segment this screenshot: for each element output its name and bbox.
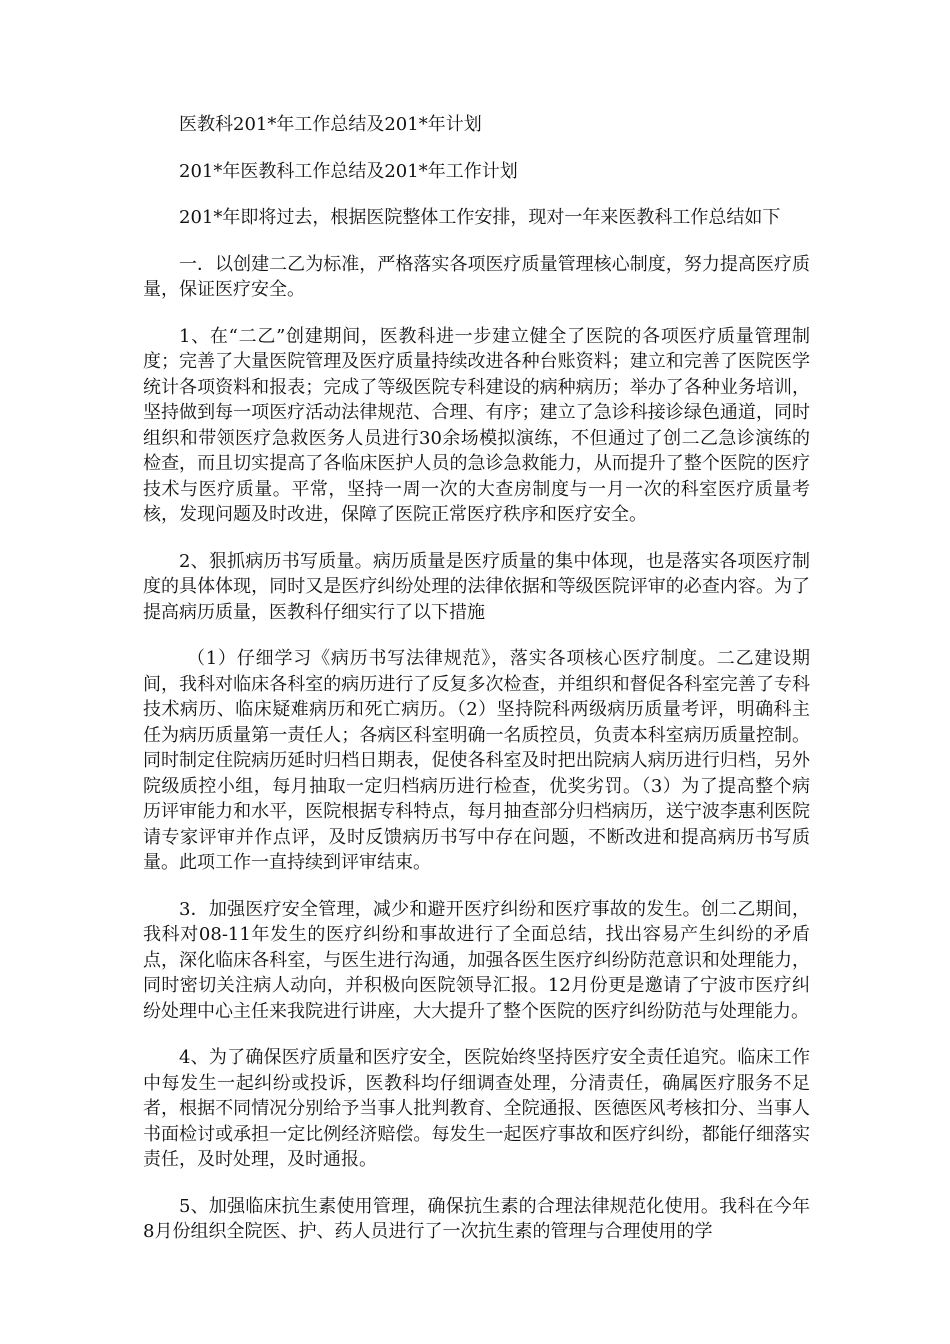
item-2-measures-paragraph: （1）仔细学习《病历书写法律规范》，落实各项核心医疗制度。二乙建设期间，我科对临床各科室的病历进行了反复多次检查，并组织和督促各科室完善了专科技术病历、临床疑难病历和死亡病历。（2）坚持院科两级病历质量考评，明确科主任为病历质量第一责任人；各病区科室明确一名质控员，负责本科室病历质量控制。同时制定住院病历延时归档日期表，促使各科室及时把出院病人病历进行归档，另外院级质控小组，每月抽取一定归档病历进行检查，优奖劣罚。（3）为了提高整个病历评审能力和水平，医院根据专科特点，每月抽查部分归档病历，送宁波李惠利医院请专家评审并作点评，及时反馈病历书写中存在问题，不断改进和提高病历书写质量。此项工作一直持续到评审结束。 <box>143 648 810 873</box>
document-title: 医教科201*年工作总结及201*年计划 <box>179 114 482 135</box>
section-1-heading: 一．以创建二乙为标准，严格落实各项医疗质量管理核心制度，努力提高医疗质量，保证医疗安全。 <box>143 253 810 300</box>
document-subtitle: 201*年医教科工作总结及201*年工作计划 <box>179 160 518 182</box>
item-1-paragraph: 1、在“二乙”创建期间，医教科进一步建立健全了医院的各项医疗质量管理制度；完善了大量医院管理及医疗质量持续改进各种台账资料；建立和完善了医院医学统计各项资料和报表；完成了等级医院专科建设的病种病历；举办了各种业务培训，坚持做到每一项医疗活动法律规范、合理、有序；建立了急诊科接诊绿色通道，同时组织和带领医疗急救医务人员进行30余场模拟演练，不但通过了创二乙急诊演练的检查，而且切实提高了各临床医护人员的急诊急救能力，从而提升了整个医院的医疗技术与医疗质量。平常，坚持一周一次的大查房制度与一月一次的科室医疗质量考核，发现问题及时改进，保障了医院正常医疗秩序和医疗安全。 <box>143 325 810 525</box>
item-5-paragraph: 5、加强临床抗生素使用管理，确保抗生素的合理法律规范化使用。我科在今年8月份组织全院医、护、药人员进行了一次抗生素的管理与合理使用的学 <box>143 1195 810 1242</box>
item-3-paragraph: 3．加强医疗安全管理，减少和避开医疗纠纷和医疗事故的发生。创二乙期间，我科对08-11年发生的医疗纠纷和事故进行了全面总结，找出容易产生纠纷的矛盾点，深化临床各科室，与医生进行沟通，加强各医生医疗纠纷防范意识和处理能力，同时密切关注病人动向，并积极向医院领导汇报。12月份更是邀请了宁波市医疗纠纷处理中心主任来我院进行讲座，大大提升了整个医院的医疗纠纷防范与处理能力。 <box>143 898 810 1022</box>
item-4-paragraph: 4、为了确保医疗质量和医疗安全，医院始终坚持医疗安全责任追究。临床工作中每发生一起纠纷或投诉，医教科均仔细调查处理，分清责任，确属医疗服务不足者，根据不同情况分别给予当事人批判教育、全院通报、医德医风考核扣分、当事人书面检讨或承担一定比例经济赔偿。每发生一起医疗事故和医疗纠纷，都能仔细落实责任，及时处理，及时通报。 <box>143 1047 810 1170</box>
document-body <box>143 112 810 1266</box>
intro-paragraph: 201*年即将过去，根据医院整体工作安排，现对一年来医教科工作总结如下 <box>179 207 781 228</box>
item-2-paragraph: 2、狠抓病历书写质量。病历质量是医疗质量的集中体现，也是落实各项医疗制度的具体体现，同时又是医疗纠纷处理的法律依据和等级医院评审的必查内容。为了提高病历质量，医教科仔细实行了以下措施 <box>143 550 810 623</box>
